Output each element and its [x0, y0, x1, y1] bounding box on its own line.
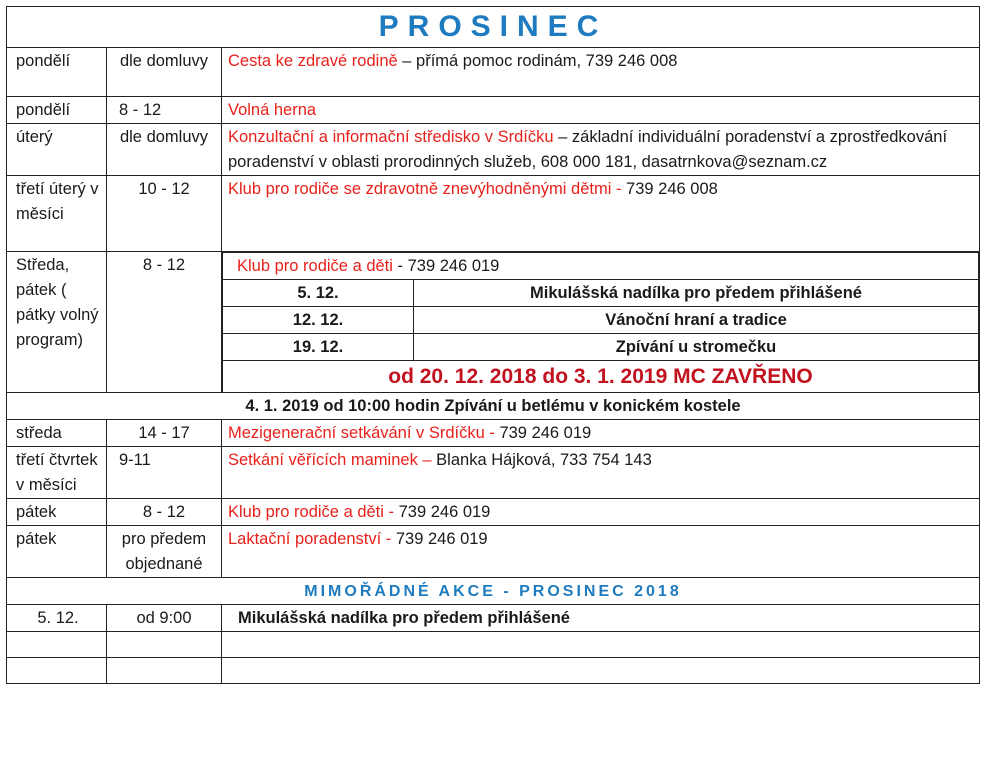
event-cell [222, 176, 980, 252]
table-row [7, 420, 980, 447]
time-cell: 9-11 [107, 447, 222, 499]
mimoradne-title-row [7, 578, 980, 605]
table-row [7, 176, 980, 252]
event-detail: – přímá pomoc rodinám, 739 246 008 [397, 52, 678, 70]
event-detail: 739 246 008 [621, 180, 718, 198]
time-cell: pro předem objednané [107, 526, 222, 578]
event-name: Klub pro rodiče se zdravotně znevýhodněnými dětmi - [228, 180, 622, 198]
event-name: Konzultační a informační středisko v Srdíčku [228, 128, 554, 146]
day-cell: třetí úterý v měsíci [7, 176, 107, 252]
event-detail: - 739 246 019 [392, 257, 500, 275]
day-cell: Středa, pátek ( pátky volný program) [7, 252, 107, 393]
event-cell [222, 499, 980, 526]
event-cell [223, 253, 979, 280]
empty-row [7, 632, 980, 658]
date-cell: 5. 12. [7, 605, 107, 632]
day-cell: úterý [7, 124, 107, 176]
time-cell: 8 - 12 [107, 499, 222, 526]
event-cell: Mikulášská nadílka pro předem přihlášené [222, 605, 980, 632]
title-row [7, 7, 980, 48]
special-note: 4. 1. 2019 od 10:00 hodin Zpívání u betlému v konickém kostele [7, 393, 980, 420]
empty-row [7, 658, 980, 684]
event-detail: 739 246 019 [394, 503, 491, 521]
event-cell [222, 97, 980, 124]
sub-event-date: 19. 12. [223, 334, 414, 361]
club-subtable [222, 252, 979, 392]
schedule-table [6, 6, 980, 684]
mimoradne-title: MIMOŘÁDNÉ AKCE - PROSINEC 2018 [7, 578, 980, 605]
club-header-row [223, 253, 979, 280]
day-cell: pátek [7, 526, 107, 578]
event-name: Volná herna [228, 101, 317, 119]
time-cell: 10 - 12 [107, 176, 222, 252]
event-name: Mezigenerační setkávání v Srdíčku - [228, 424, 495, 442]
table-row [7, 499, 980, 526]
sub-event-row [223, 334, 979, 361]
sub-event-name: Mikulášská nadílka pro předem přihlášené [414, 280, 979, 307]
day-cell: středa [7, 420, 107, 447]
table-row [7, 605, 980, 632]
table-row [7, 447, 980, 499]
time-cell: 14 - 17 [107, 420, 222, 447]
event-detail: 739 246 019 [494, 424, 592, 442]
empty-cell [222, 658, 980, 684]
table-row [7, 124, 980, 176]
day-cell: pátek [7, 499, 107, 526]
sub-event-name: Vánoční hraní a tradice [414, 307, 979, 334]
event-cell [222, 252, 980, 393]
event-detail: 739 246 019 [391, 530, 488, 548]
closed-notice: od 20. 12. 2018 do 3. 1. 2019 MC ZAVŘENO [223, 361, 979, 393]
sub-event-name: Zpívání u stromečku [414, 334, 979, 361]
event-name: Klub pro rodiče a děti [237, 257, 393, 275]
page-title: PROSINEC [7, 7, 980, 48]
closed-row [223, 361, 979, 393]
event-cell [222, 447, 980, 499]
event-detail: – základní individuální poradenství a zprostředkování poradenství v oblasti prorodinných služeb, 608 000 181, dasatrnkova@seznam.cz [228, 128, 948, 171]
sub-event-date: 5. 12. [223, 280, 414, 307]
time-cell: dle domluvy [107, 124, 222, 176]
event-cell [222, 420, 980, 447]
sub-event-row [223, 280, 979, 307]
time-cell: 8 - 12 [107, 252, 222, 393]
table-row [7, 97, 980, 124]
empty-cell [7, 632, 107, 658]
event-name: Klub pro rodiče a děti - [228, 503, 395, 521]
empty-cell [222, 632, 980, 658]
time-cell: dle domluvy [107, 48, 222, 97]
sub-event-date: 12. 12. [223, 307, 414, 334]
time-cell: od 9:00 [107, 605, 222, 632]
empty-cell [107, 658, 222, 684]
event-cell [222, 526, 980, 578]
table-row-club [7, 252, 980, 393]
empty-cell [7, 658, 107, 684]
empty-cell [107, 632, 222, 658]
event-name: Setkání věřících maminek – [228, 451, 432, 469]
time-cell: 8 - 12 [107, 97, 222, 124]
day-cell: třetí čtvrtek v měsíci [7, 447, 107, 499]
special-note-row [7, 393, 980, 420]
event-name: Cesta ke zdravé rodině [228, 52, 398, 70]
event-detail: Blanka Hájková, 733 754 143 [431, 451, 652, 469]
event-cell [222, 124, 980, 176]
sub-event-row [223, 307, 979, 334]
event-cell [222, 48, 980, 97]
table-row [7, 48, 980, 97]
event-name: Laktační poradenství - [228, 530, 392, 548]
day-cell: pondělí [7, 48, 107, 97]
table-row [7, 526, 980, 578]
day-cell: pondělí [7, 97, 107, 124]
